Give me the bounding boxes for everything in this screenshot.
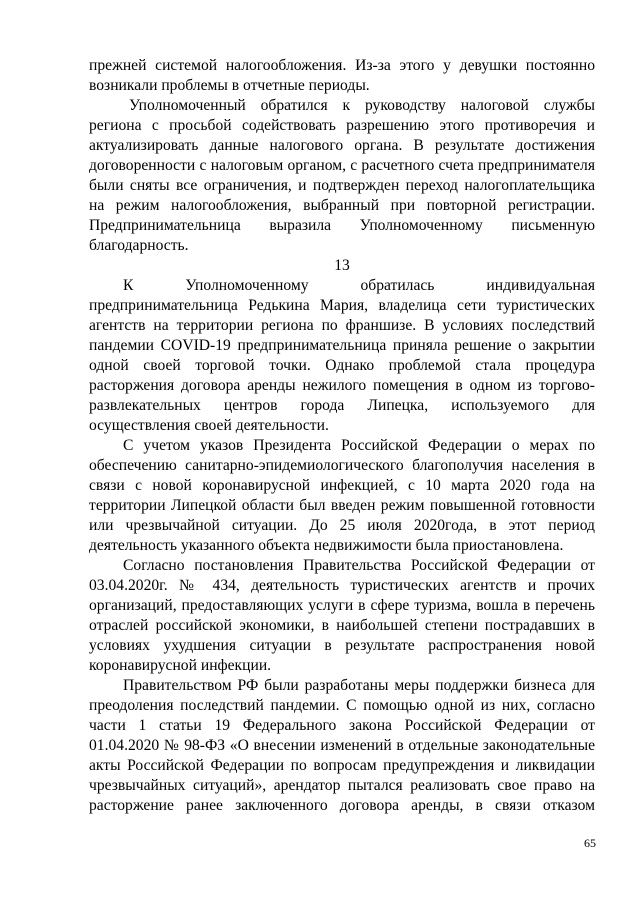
paragraph-presidential-decrees: С учетом указов Президента Российской Федерации о мерах по обеспечению санитарно-эпидемиологического благополучия населения в связи с новой коронавирусной инфекцией, с 10 марта 2020 года на территории Липецкой области был введен режим повышенной готовности или чрезвычайной ситуации. До 25 июля 2020года, в этот период деятельность указанного объекта недвижимости была приостановлена. (89, 437, 595, 554)
document-page (89, 56, 595, 816)
paragraph-continuation: прежней системой налогообложения. Из-за этого у девушки постоянно возникали проблемы в отчетные периоды. (89, 57, 595, 94)
paragraph-case-intro: К Уполномоченному обратилась индивидуальная предпринимательница Редькина Мария, владелица сети туристических агентств на территории региона по франшизе. В условиях последствий пандемии COVID-19 предпринимательница приняла решение о закрытии одной своей торговой точки. Однако проблемой стала процедура расторжения договора аренды нежилого помещения в одном из торгово-развлекательных центров города Липецка, используемого для осуществления своей деятельности. (89, 277, 595, 434)
case-number: 13 (334, 257, 350, 274)
paragraph-government-resolution: Согласно постановления Правительства Российской Федерации от 03.04.2020г. № 434, деятельность туристических агентств и прочих организаций, предоставляющих услуги в сфере туризма, вошла в перечень отраслей российской экономики, в наибольшей степени пострадавших в условиях ухудшения ситуации в результате распространения новой коронавирусной инфекции. (89, 557, 595, 674)
paragraph-ombudsman-appeal: Уполномоченный обратился к руководству налоговой службы региона с просьбой содействовать разрешению этого противоречия и актуализировать данные налогового органа. В результате достижения договоренности с налоговым органом, с расчетного счета предпринимателя были сняты все ограничения, и подтвержден переход налогоплательщика на режим налогообложения, выбранный при повторной регистрации. Предпринимательница выразила Уполномоченному письменную благодарность. (89, 97, 595, 254)
page-number: 65 (584, 836, 596, 850)
paragraph-support-measures: Правительством РФ были разработаны меры поддержки бизнеса для преодоления последствий пандемии. С помощью одной из них, согласно части 1 статьи 19 Федерального закона Российской Федерации от 01.04.2020 № 98-ФЗ «О внесении изменений в отдельные законодательные акты Российской Федерации по вопросам предупреждения и ликвидации чрезвычайных ситуаций», арендатор пытался реализовать свое право на расторжение ранее заключенного договора аренды, в связи отказом (89, 677, 595, 814)
